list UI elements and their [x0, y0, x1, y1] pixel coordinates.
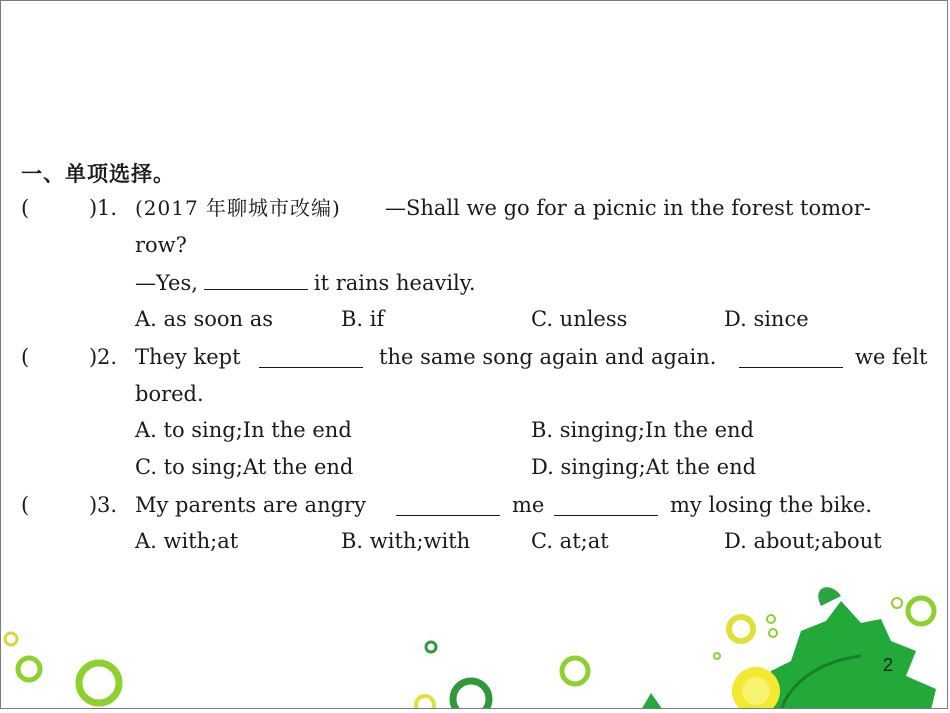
question-text-b: the same song again and again.	[379, 345, 717, 369]
answer-paren-close: )	[89, 345, 98, 369]
option-a: A. as soon as	[135, 307, 274, 331]
option-a: A. to sing;In the end	[135, 418, 352, 442]
dialogue-suffix: it rains heavily.	[313, 271, 476, 295]
question-number: 2.	[97, 345, 118, 369]
option-d: D. about;about	[724, 529, 882, 553]
question-1-dialogue	[135, 269, 476, 296]
option-d: D. since	[724, 307, 809, 331]
dialogue-prefix: —Yes,	[135, 271, 198, 295]
option-a: A. with;at	[135, 529, 239, 553]
option-c: C. at;at	[531, 529, 609, 553]
answer-paren-open: (	[21, 196, 30, 220]
option-d: D. singing;At the end	[531, 455, 757, 479]
question-1-line-2: row?	[135, 233, 187, 257]
section-heading: 一、单项选择。	[21, 162, 175, 186]
question-text-a: My parents are angry	[135, 493, 366, 517]
answer-blank	[259, 347, 363, 368]
answer-paren-open: (	[21, 493, 30, 517]
answer-blank	[739, 347, 843, 368]
option-b: B. with;with	[341, 529, 471, 553]
answer-blank	[396, 495, 500, 516]
question-2-line-2: bored.	[135, 382, 204, 406]
option-b: B. if	[341, 307, 385, 331]
question-source: (2017 年聊城市改编)	[135, 196, 341, 220]
question-number: 1.	[97, 196, 118, 220]
answer-paren-close: )	[89, 493, 98, 517]
question-text-c: my losing the bike.	[670, 493, 873, 517]
answer-blank	[554, 495, 658, 516]
decorative-footer	[1, 561, 948, 709]
option-c: C. unless	[531, 307, 628, 331]
question-text-a: They kept	[135, 345, 241, 369]
answer-blank	[204, 269, 308, 290]
option-b: B. singing;In the end	[531, 418, 754, 442]
question-text: —Shall we go for a picnic in the forest tomor-	[385, 196, 871, 220]
question-text-c: we felt	[855, 345, 928, 369]
question-number: 3.	[97, 493, 118, 517]
question-text-b: me	[512, 493, 545, 517]
answer-paren-open: (	[21, 345, 30, 369]
page-number: 2	[882, 655, 893, 675]
answer-paren-close: )	[89, 196, 98, 220]
option-c: C. to sing;At the end	[135, 455, 354, 479]
